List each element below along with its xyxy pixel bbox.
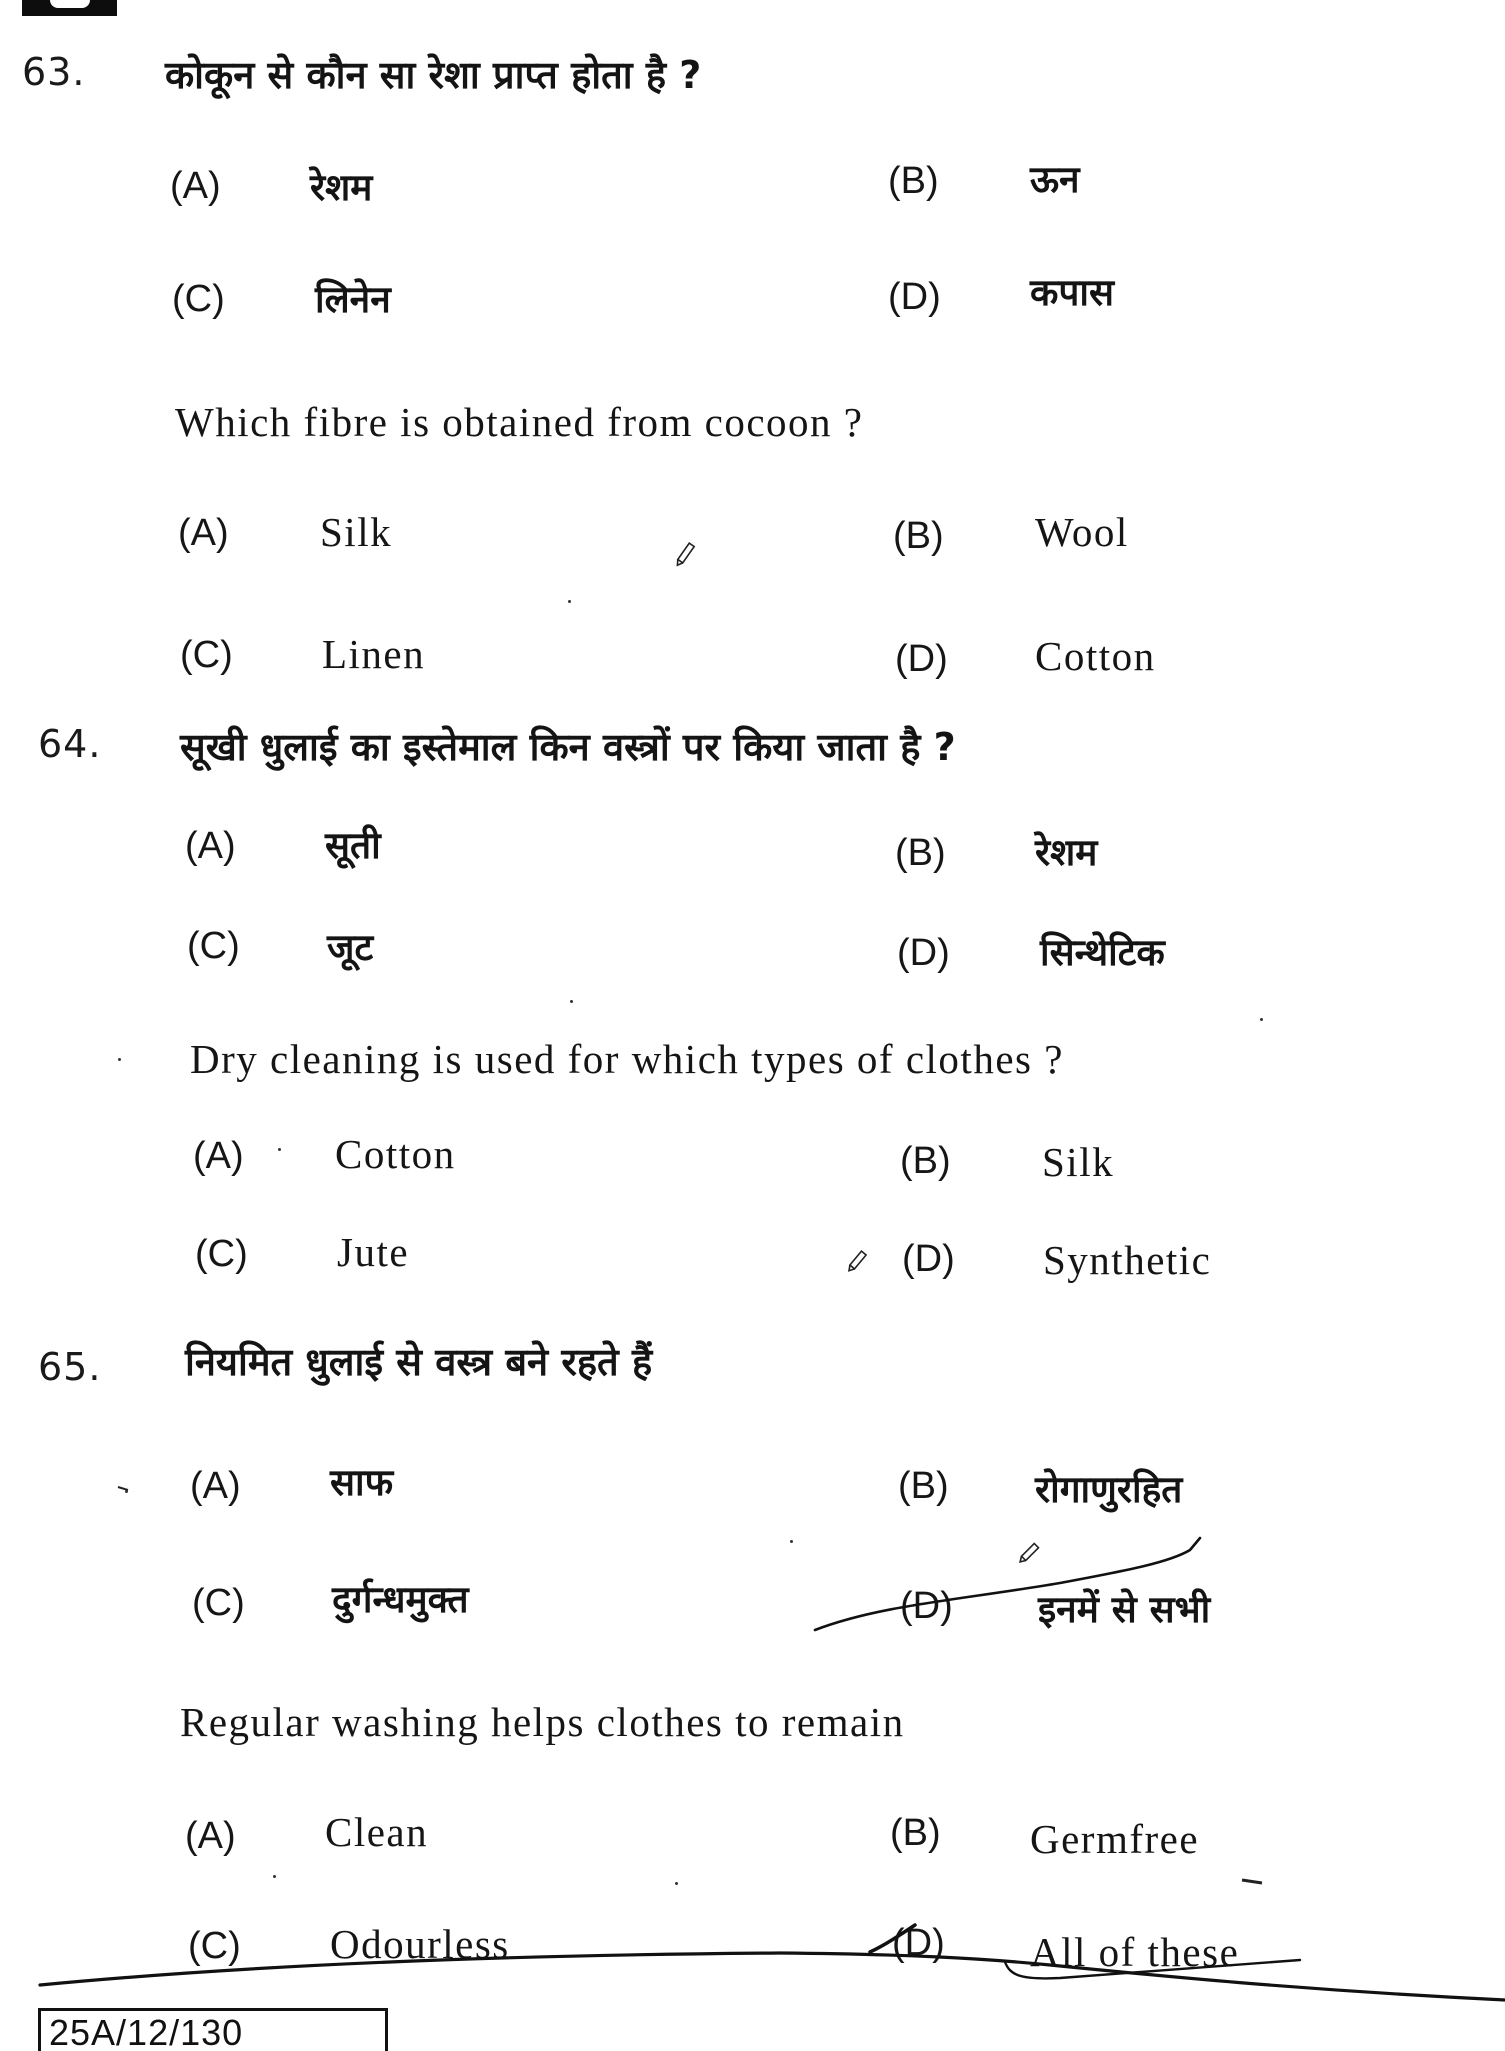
option-label: (D) [902, 1238, 955, 1280]
page-code: 25A/12/130 [49, 2012, 244, 2051]
option-text-hindi[interactable]: दुर्गन्धमुक्त [332, 1578, 469, 1621]
option-text-english[interactable]: Odourless [330, 1921, 510, 1967]
option-text-english[interactable]: Silk [320, 509, 393, 555]
option-label: (C) [188, 1925, 241, 1967]
option-text-english[interactable]: Silk [1042, 1139, 1115, 1185]
question-text-hindi: कोकून से कौन सा रेशा प्राप्त होता है ? [165, 53, 702, 97]
option-text-english[interactable]: Clean [325, 1809, 429, 1855]
option-text-english[interactable]: All of these [1030, 1929, 1240, 1975]
option-label: (B) [893, 515, 944, 557]
option-label: (D) [897, 932, 950, 974]
scan-speck [675, 1882, 678, 1885]
scan-speck [273, 1875, 276, 1878]
option-label: (B) [900, 1140, 951, 1182]
page-code-box [38, 2008, 388, 2051]
option-text-hindi[interactable]: इनमें से सभी [1038, 1588, 1211, 1631]
option-label: (C) [180, 634, 233, 676]
option-label: (B) [895, 832, 946, 874]
option-label: (A) [170, 165, 221, 207]
option-label: (B) [888, 160, 939, 202]
option-label: (C) [187, 925, 240, 967]
scan-speck [118, 1058, 121, 1061]
question-number: 64. [38, 722, 102, 766]
option-text-english[interactable]: Cotton [335, 1131, 456, 1177]
scan-speck [790, 1540, 793, 1543]
scan-speck [568, 600, 571, 603]
option-text-hindi[interactable]: लिनेन [315, 278, 391, 321]
option-text-hindi[interactable]: ऊन [1030, 158, 1080, 201]
option-label: (D) [895, 638, 948, 680]
underline-stroke [40, 1953, 1505, 2000]
option-text-english[interactable]: Jute [337, 1229, 410, 1275]
option-text-hindi[interactable]: साफ [330, 1461, 394, 1504]
option-text-hindi[interactable]: रेशम [310, 166, 373, 209]
option-text-english[interactable]: Linen [322, 631, 426, 677]
option-text-hindi[interactable]: रेशम [1035, 831, 1098, 874]
option-label: (C) [172, 278, 225, 320]
option-label: (B) [890, 1812, 941, 1854]
option-label: (A) [185, 1815, 236, 1857]
question-text-hindi: सूखी धुलाई का इस्तेमाल किन वस्त्रों पर किया जाता है ? [180, 725, 956, 769]
scan-speck [1260, 1018, 1263, 1021]
dash-mark [1242, 1880, 1262, 1883]
option-text-english[interactable]: Cotton [1035, 633, 1156, 679]
question-text-english: Dry cleaning is used for which types of clothes ? [190, 1036, 1064, 1082]
scan-speck [125, 1490, 128, 1493]
scan-speck [278, 1148, 281, 1151]
option-label: (A) [185, 825, 236, 867]
option-label: (A) [178, 512, 229, 554]
option-label: (D) [900, 1585, 953, 1627]
option-label: (D) [888, 276, 941, 318]
option-text-hindi[interactable]: सिन्थेटिक [1040, 931, 1165, 974]
option-label: (D) [892, 1922, 945, 1964]
option-label: (A) [193, 1135, 244, 1177]
pencil-mark-icon [675, 543, 694, 567]
question-number: 63. [22, 50, 86, 94]
option-text-english[interactable]: Wool [1035, 509, 1129, 555]
pencil-mark-icon [847, 1251, 866, 1272]
option-text-hindi[interactable]: कपास [1030, 271, 1115, 314]
option-text-hindi[interactable]: जूट [327, 926, 374, 969]
corner-registration-mark [22, 0, 117, 16]
option-label: (C) [192, 1582, 245, 1624]
option-text-english[interactable]: Synthetic [1043, 1237, 1212, 1283]
option-label: (C) [195, 1233, 248, 1275]
question-text-hindi: नियमित धुलाई से वस्त्र बने रहते हैं [185, 1340, 653, 1384]
option-label: (A) [190, 1465, 241, 1507]
option-text-hindi[interactable]: सूती [325, 824, 381, 867]
option-label: (B) [898, 1465, 949, 1507]
option-text-hindi[interactable]: रोगाणुरहित [1035, 1468, 1183, 1511]
option-text-english[interactable]: Germfree [1030, 1816, 1200, 1862]
scan-speck [570, 1000, 573, 1003]
question-text-english: Which fibre is obtained from cocoon ? [175, 399, 864, 445]
question-text-english: Regular washing helps clothes to remain [180, 1699, 905, 1745]
question-number: 65. [38, 1345, 102, 1389]
pencil-mark-icon [1018, 1544, 1039, 1565]
